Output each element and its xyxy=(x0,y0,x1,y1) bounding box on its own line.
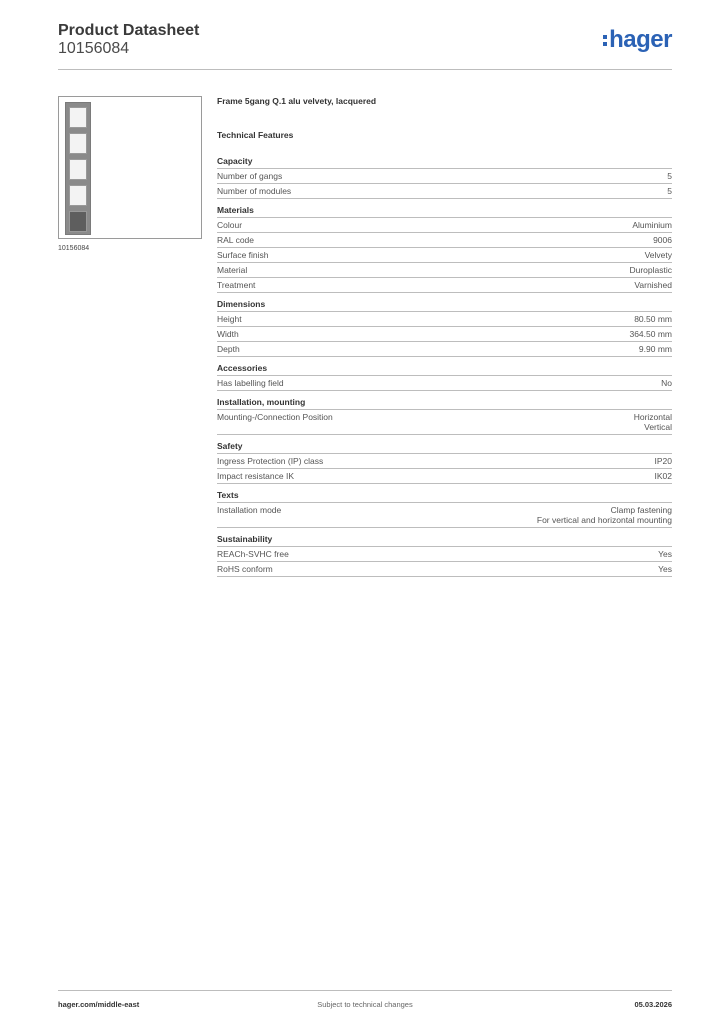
table-row xyxy=(217,169,672,184)
row-value: IP20 xyxy=(654,456,672,466)
row-value: IK02 xyxy=(654,471,672,481)
page-footer xyxy=(58,990,672,1014)
section-title: Dimensions xyxy=(217,299,672,312)
row-label: Installation mode xyxy=(217,505,282,515)
row-value: 5 xyxy=(667,171,672,181)
footer-disclaimer: Subject to technical changes xyxy=(317,1000,413,1009)
row-label: Ingress Protection (IP) class xyxy=(217,456,324,466)
row-label: RoHS conform xyxy=(217,564,273,574)
table-row xyxy=(217,184,672,199)
table-row xyxy=(217,278,672,293)
section-title: Sustainability xyxy=(217,534,672,547)
row-value: Horizontal Vertical xyxy=(633,412,672,432)
row-value: 364.50 mm xyxy=(629,329,672,339)
table-row xyxy=(217,218,672,233)
row-value: 9.90 mm xyxy=(638,344,672,354)
row-label: Material xyxy=(217,265,248,275)
table-row xyxy=(217,562,672,577)
section-installation-mounting xyxy=(217,397,672,435)
row-value: 80.50 mm xyxy=(634,314,672,324)
frame-opening xyxy=(69,133,87,154)
row-value: Velvety xyxy=(644,250,672,260)
section-title: Accessories xyxy=(217,363,672,376)
row-label: Impact resistance IK xyxy=(217,471,295,481)
section-title: Capacity xyxy=(217,156,672,169)
document-title: Product Datasheet xyxy=(58,22,200,39)
footer-date: 05.03.2026 xyxy=(634,1000,672,1009)
row-label: Number of gangs xyxy=(217,171,283,181)
row-label: Treatment xyxy=(217,280,256,290)
page-header xyxy=(58,22,672,70)
section-texts xyxy=(217,490,672,528)
row-label: RAL code xyxy=(217,235,255,245)
frame-opening xyxy=(69,185,87,206)
logo-dots-icon xyxy=(603,33,607,47)
table-row xyxy=(217,547,672,562)
table-row xyxy=(217,454,672,469)
table-row xyxy=(217,469,672,484)
section-materials xyxy=(217,205,672,293)
row-label: Depth xyxy=(217,344,240,354)
table-row xyxy=(217,248,672,263)
hager-logo xyxy=(603,28,672,52)
row-value: Yes xyxy=(658,549,672,559)
table-row xyxy=(217,263,672,278)
row-label: REACh-SVHC free xyxy=(217,549,289,559)
section-accessories xyxy=(217,363,672,391)
frame-opening xyxy=(69,107,87,128)
table-row xyxy=(217,233,672,248)
row-value: 9006 xyxy=(653,235,672,245)
product-number: 10156084 xyxy=(58,40,130,57)
row-value: Aluminium xyxy=(632,220,672,230)
row-value: 5 xyxy=(667,186,672,196)
technical-content xyxy=(217,96,672,577)
row-value: Varnished xyxy=(634,280,672,290)
row-label: Colour xyxy=(217,220,243,230)
section-sustainability xyxy=(217,534,672,577)
frame-opening xyxy=(69,211,87,232)
row-label: Number of modules xyxy=(217,186,292,196)
product-description: Frame 5gang Q.1 alu velvety, lacquered xyxy=(217,96,377,106)
row-value: No xyxy=(661,378,672,388)
section-title: Texts xyxy=(217,490,672,503)
row-value: Duroplastic xyxy=(629,265,672,275)
table-row xyxy=(217,312,672,327)
row-label: Mounting-/Connection Position xyxy=(217,412,333,422)
section-title: Safety xyxy=(217,441,672,454)
table-row xyxy=(217,376,672,391)
row-label: Width xyxy=(217,329,239,339)
section-capacity xyxy=(217,156,672,199)
table-row xyxy=(217,327,672,342)
frame-opening xyxy=(69,159,87,180)
row-value: Yes xyxy=(658,564,672,574)
table-row xyxy=(217,342,672,357)
row-label: Has labelling field xyxy=(217,378,284,388)
row-value: Clamp fastening For vertical and horizontal mounting xyxy=(536,505,672,525)
frame-5gang-illustration xyxy=(65,102,91,235)
technical-features-heading: Technical Features xyxy=(217,130,294,140)
footer-website-link[interactable]: hager.com/middle-east xyxy=(58,1000,140,1009)
section-title: Materials xyxy=(217,205,672,218)
logo-text: hager xyxy=(609,26,672,53)
row-label: Height xyxy=(217,314,242,324)
section-safety xyxy=(217,441,672,484)
row-label: Surface finish xyxy=(217,250,269,260)
section-title: Installation, mounting xyxy=(217,397,672,410)
image-caption: 10156084 xyxy=(58,245,90,252)
section-dimensions xyxy=(217,299,672,357)
product-image xyxy=(58,96,202,239)
table-row xyxy=(217,410,672,435)
table-row xyxy=(217,503,672,528)
feature-sections xyxy=(217,156,672,577)
